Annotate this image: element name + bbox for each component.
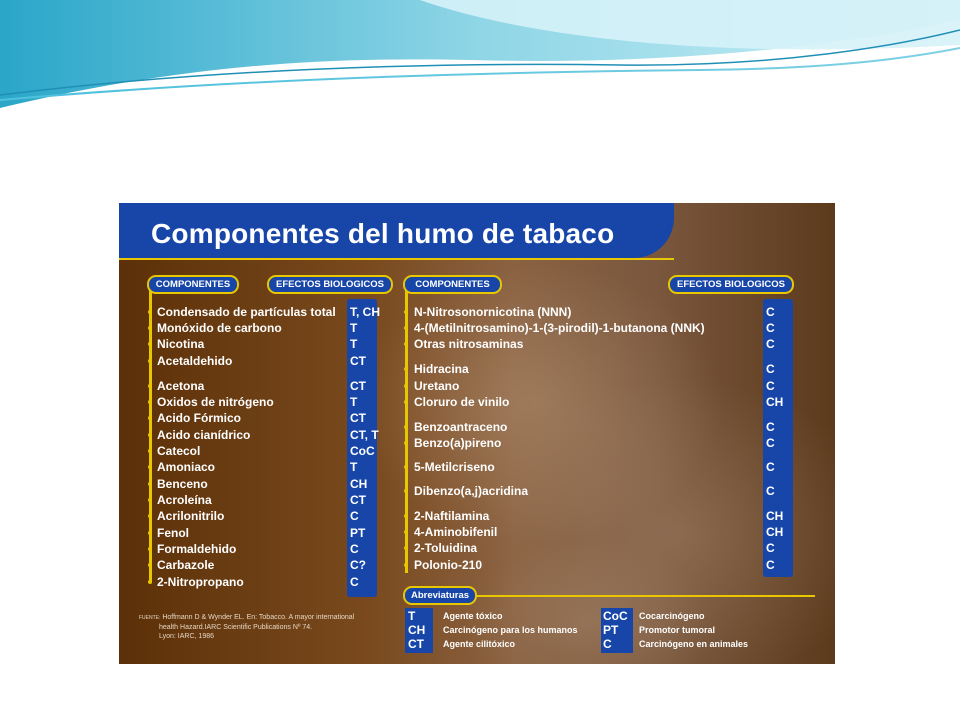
left-component-name: Oxidos de nitrógeno <box>157 395 274 409</box>
left-component-name: Condensado de partículas total <box>157 305 336 319</box>
source-line-2: health Hazard.IARC Scientific Publications Nº 74. <box>159 624 313 631</box>
right-component-effect: C <box>766 321 775 335</box>
left-effects-header: EFECTOS BIOLOGICOS <box>267 275 393 294</box>
abbreviation-label: Agente cilitóxico <box>443 639 516 649</box>
right-item-bullet <box>404 326 408 330</box>
right-component-effect: C <box>766 436 775 450</box>
left-item-bullet <box>148 465 152 469</box>
left-component-name: Acrilonitrilo <box>157 509 225 523</box>
left-item-bullet <box>148 531 152 535</box>
right-component-name: Hidracina <box>414 362 469 376</box>
right-component-name: Dibenzo(a,j)acridina <box>414 484 529 498</box>
abbreviation-label: Agente tóxico <box>443 611 503 621</box>
left-item-bullet <box>148 433 152 437</box>
left-component-effect: CT <box>350 493 366 507</box>
right-component-effect: CH <box>766 509 784 523</box>
left-item-bullet <box>148 384 152 388</box>
left-item-bullet <box>148 580 152 584</box>
abbreviation-label: Cocarcinógeno <box>639 611 705 621</box>
abbreviation-label: Carcinógeno en animales <box>639 639 749 649</box>
header-swoosh-decoration <box>0 0 960 120</box>
right-item-bullet <box>404 367 408 371</box>
abbreviation-code: CH <box>408 623 426 637</box>
left-component-effect: C <box>350 509 359 523</box>
abbreviation-code: T <box>408 609 416 623</box>
left-item-bullet <box>148 310 152 314</box>
right-component-name: Cloruro de vinilo <box>414 395 510 409</box>
right-component-name: 4-(Metilnitrosamino)-1-(3-pirodil)-1-butanona (NNK) <box>414 321 705 335</box>
left-component-effect: CT <box>350 354 366 368</box>
left-component-effect: T, CH <box>350 305 380 319</box>
right-component-name: Polonio-210 <box>414 558 483 572</box>
right-item-bullet <box>404 530 408 534</box>
left-item-bullet <box>148 514 152 518</box>
right-item-bullet <box>404 441 408 445</box>
left-item-bullet <box>148 547 152 551</box>
source-citation <box>139 613 354 641</box>
right-item-bullet <box>404 384 408 388</box>
right-component-effect: C <box>766 558 775 572</box>
right-item-bullet <box>404 310 408 314</box>
right-item-bullet <box>404 425 408 429</box>
left-component-name: Catecol <box>157 444 201 458</box>
left-component-effect: PT <box>350 526 366 540</box>
right-component-name: 2-Toluidina <box>414 541 478 555</box>
left-component-name: 2-Nitropropano <box>157 575 244 589</box>
left-item-bullet <box>148 416 152 420</box>
left-component-name: Amoniaco <box>157 460 216 474</box>
left-component-name: Acetaldehido <box>157 354 233 368</box>
left-component-name: Acetona <box>157 379 205 393</box>
right-component-name: N-Nitrosonornicotina (NNN) <box>414 305 572 319</box>
right-component-effect: C <box>766 305 775 319</box>
right-component-effect: C <box>766 379 775 393</box>
left-component-name: Fenol <box>157 526 189 540</box>
abbreviation-code: CoC <box>603 609 628 623</box>
left-component-effect: T <box>350 337 358 351</box>
right-component-effect: C <box>766 362 775 376</box>
left-component-name: Monóxido de carbono <box>157 321 282 335</box>
abbreviation-code: CT <box>408 637 424 651</box>
left-item-bullet <box>148 498 152 502</box>
page-title: Componentes del humo de tabaco <box>151 218 615 249</box>
source-line-3: Lyon: IARC, 1986 <box>159 633 214 640</box>
right-component-effect: CH <box>766 525 784 539</box>
right-item-bullet <box>404 563 408 567</box>
left-component-effect: CH <box>350 477 368 491</box>
abbreviation-code: PT <box>603 623 619 637</box>
right-component-name: Uretano <box>414 379 460 393</box>
left-component-name: Acido cianídrico <box>157 428 251 442</box>
source-line-1: Hoffmann D & Wynder EL. En: Tobacco. A mayor international <box>162 614 355 621</box>
right-component-name: 2-Naftilamina <box>414 509 490 523</box>
left-component-name: Benceno <box>157 477 208 491</box>
right-component-name: 4-Aminobifenil <box>414 525 498 539</box>
right-components-header: COMPONENTES <box>403 275 502 294</box>
right-component-name: Benzo(a)pireno <box>414 436 502 450</box>
right-component-effect: CH <box>766 395 784 409</box>
left-item-bullet <box>148 482 152 486</box>
left-component-effect: CT <box>350 379 366 393</box>
right-effects-header: EFECTOS BIOLOGICOS <box>668 275 794 294</box>
left-component-effect: C <box>350 575 359 589</box>
left-component-name: Nicotina <box>157 337 205 351</box>
source-label: FUENTE: <box>139 615 161 621</box>
right-component-effect: C <box>766 337 775 351</box>
tobacco-smoke-components-slide <box>119 203 835 664</box>
abbreviations-header: Abreviaturas <box>403 586 477 605</box>
right-component-effect: C <box>766 484 775 498</box>
left-component-name: Formaldehido <box>157 542 237 556</box>
left-component-effect: T <box>350 395 358 409</box>
left-item-bullet <box>148 449 152 453</box>
right-component-effect: C <box>766 460 775 474</box>
right-component-name: Benzoantraceno <box>414 420 508 434</box>
left-component-effect: CoC <box>350 444 375 458</box>
right-item-bullet <box>404 400 408 404</box>
left-item-bullet <box>148 400 152 404</box>
right-component-name: Otras nitrosaminas <box>414 337 524 351</box>
right-item-bullet <box>404 342 408 346</box>
right-item-bullet <box>404 546 408 550</box>
left-component-name: Acido Fórmico <box>157 411 242 425</box>
abbreviation-label: Promotor tumoral <box>639 625 716 635</box>
right-item-bullet <box>404 514 408 518</box>
right-component-effect: C <box>766 420 775 434</box>
right-component-effect: C <box>766 541 775 555</box>
left-component-name: Carbazole <box>157 558 215 572</box>
left-item-bullet <box>148 359 152 363</box>
left-component-name: Acroleína <box>157 493 212 507</box>
left-component-effect: C <box>350 542 359 556</box>
abbreviations-box <box>403 586 818 656</box>
left-item-bullet <box>148 326 152 330</box>
right-item-bullet <box>404 489 408 493</box>
abbreviation-code: C <box>603 637 612 651</box>
right-item-bullet <box>404 465 408 469</box>
right-component-name: 5-Metilcriseno <box>414 460 495 474</box>
left-component-effect: C? <box>350 558 366 572</box>
left-item-bullet <box>148 342 152 346</box>
left-component-effect: T <box>350 321 358 335</box>
left-item-bullet <box>148 563 152 567</box>
left-component-effect: CT, T <box>350 428 379 442</box>
abbreviation-label: Carcinógeno para los humanos <box>443 625 578 635</box>
left-component-effect: CT <box>350 411 366 425</box>
left-component-effect: T <box>350 460 358 474</box>
left-components-header: COMPONENTES <box>147 275 239 294</box>
